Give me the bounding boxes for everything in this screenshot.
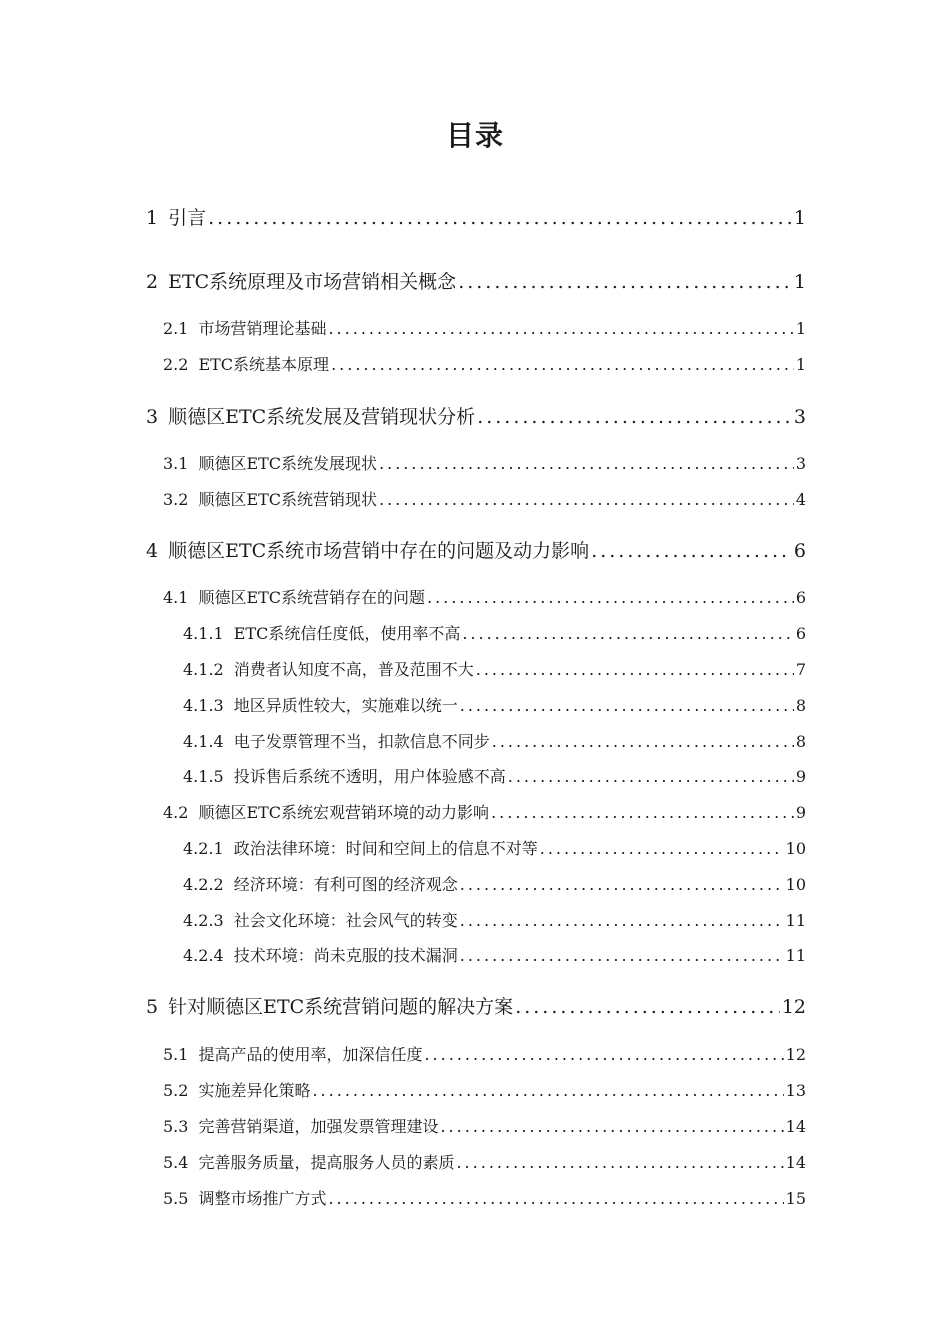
- toc-entry-number: 4.2: [163, 803, 189, 822]
- toc-entry-page-number: 9: [795, 767, 806, 786]
- toc-entry-number: 4.1.5: [183, 767, 224, 786]
- dot-leader: [508, 767, 794, 786]
- toc-entry[interactable]: [146, 267, 806, 294]
- toc-entry-page-number: 7: [795, 660, 806, 679]
- toc-entry-page-number: 1: [793, 207, 806, 229]
- toc-entry-number: 4.1.4: [183, 732, 224, 751]
- dot-leader: [460, 911, 784, 930]
- toc-entry-number: 3: [146, 406, 159, 428]
- toc-entry-page-number: 1: [795, 355, 806, 374]
- dot-leader: [458, 271, 792, 293]
- toc-entry-page-number: 6: [793, 540, 806, 562]
- dot-leader: [460, 696, 794, 715]
- page-title: 目录: [445, 119, 504, 152]
- toc-entry[interactable]: [146, 536, 806, 563]
- toc-entry-number: 5.4: [163, 1153, 189, 1172]
- dot-leader: [492, 732, 794, 751]
- toc-entry-number: 4.2.2: [183, 875, 224, 894]
- toc-entry-page-number: 3: [795, 454, 806, 473]
- toc-entry-page-number: 8: [795, 696, 806, 715]
- toc-entry[interactable]: [163, 1042, 806, 1065]
- toc-entry[interactable]: [183, 657, 806, 680]
- toc-entry-page-number: 3: [793, 406, 806, 428]
- dot-leader: [491, 803, 794, 822]
- toc-entry-page-number: 6: [795, 624, 806, 643]
- dot-leader: [440, 1117, 783, 1136]
- dot-leader: [515, 996, 780, 1018]
- toc-entry[interactable]: [163, 451, 806, 474]
- dot-leader: [460, 875, 784, 894]
- toc-entry-page-number: 11: [785, 911, 806, 930]
- toc-entry-label: ETC系统原理及市场营销相关概念: [168, 271, 457, 293]
- dot-leader: [427, 588, 794, 607]
- toc-entry-label: 针对顺德区ETC系统营销问题的解决方案: [168, 996, 514, 1018]
- toc-entry-page-number: 11: [785, 946, 806, 965]
- toc-entry-number: 4.2.3: [183, 911, 224, 930]
- toc-entry-label: 完善服务质量，提高服务人员的素质: [198, 1153, 455, 1172]
- toc-entry-label: 投诉售后系统不透明，用户体验感不高: [233, 767, 506, 786]
- toc-entry-page-number: 12: [785, 1045, 806, 1064]
- toc-entry[interactable]: [183, 621, 806, 644]
- toc-entry-label: 地区异质性较大，实施难以统一: [233, 696, 458, 715]
- toc-entry-number: 5.1: [163, 1045, 189, 1064]
- toc-entry-page-number: 1: [793, 271, 806, 293]
- toc-entry[interactable]: [183, 943, 806, 966]
- toc-entry[interactable]: [163, 1186, 806, 1209]
- toc-entry-number: 1: [146, 207, 159, 229]
- toc-entry[interactable]: [163, 1114, 806, 1137]
- dot-leader: [328, 1189, 783, 1208]
- dot-leader: [540, 839, 784, 858]
- dot-leader: [379, 490, 794, 509]
- toc-entry[interactable]: [183, 872, 806, 895]
- toc-entry-label: 经济环境：有利可图的经济观念: [233, 875, 458, 894]
- toc-entry[interactable]: [183, 693, 806, 716]
- toc-entry-label: 完善营销渠道，加强发票管理建设: [198, 1117, 439, 1136]
- toc-entry-label: 顺德区ETC系统发展现状: [198, 454, 378, 473]
- dot-leader: [328, 319, 793, 338]
- toc-entry-label: 消费者认知度不高，普及范围不大: [233, 660, 474, 679]
- toc-entry-number: 4.1.1: [183, 624, 224, 643]
- toc-entry-number: 4.1.2: [183, 660, 224, 679]
- dot-leader: [312, 1081, 783, 1100]
- toc-entry-number: 4.1: [163, 588, 189, 607]
- dot-leader: [476, 660, 794, 679]
- toc-entry-label: 顺德区ETC系统宏观营销环境的动力影响: [198, 803, 490, 822]
- dot-leader: [379, 454, 794, 473]
- toc-entry[interactable]: [163, 585, 806, 608]
- toc-entry-page-number: 14: [785, 1153, 806, 1172]
- toc-entry-number: 4: [146, 540, 159, 562]
- toc-entry-label: 政治法律环境：时间和空间上的信息不对等: [233, 839, 538, 858]
- toc-entry[interactable]: [163, 800, 806, 823]
- toc-entry-page-number: 15: [785, 1189, 806, 1208]
- toc-entry-label: 引言: [168, 207, 207, 229]
- dot-leader: [456, 1153, 783, 1172]
- toc-entry-label: 社会文化环境：社会风气的转变: [233, 911, 458, 930]
- toc-entry-page-number: 13: [785, 1081, 806, 1100]
- toc-entry-number: 4.1.3: [183, 696, 224, 715]
- toc-entry-number: 5: [146, 996, 159, 1018]
- toc-entry-number: 2: [146, 271, 159, 293]
- dot-leader: [208, 207, 792, 229]
- toc-entry[interactable]: [183, 764, 806, 787]
- toc-entry[interactable]: [183, 908, 806, 931]
- toc-entry-label: 顺德区ETC系统营销存在的问题: [198, 588, 426, 607]
- toc-entry[interactable]: [163, 1078, 806, 1101]
- dot-leader: [477, 406, 792, 428]
- toc-entry-label: 提高产品的使用率，加深信任度: [198, 1045, 423, 1064]
- toc-entry-label: ETC系统信任度低，使用率不高: [233, 624, 461, 643]
- toc-entry[interactable]: [183, 836, 806, 859]
- toc-entry-label: 电子发票管理不当，扣款信息不同步: [233, 732, 490, 751]
- toc-entry-number: 5.5: [163, 1189, 189, 1208]
- toc-entry-label: 调整市场推广方式: [198, 1189, 327, 1208]
- toc-entry-number: 2.2: [163, 355, 189, 374]
- toc-entry-page-number: 8: [795, 732, 806, 751]
- toc-entry[interactable]: [146, 992, 806, 1019]
- toc-entry-number: 2.1: [163, 319, 189, 338]
- toc-entry-label: 实施差异化策略: [198, 1081, 311, 1100]
- toc-entry-page-number: 12: [781, 996, 806, 1018]
- toc-entry[interactable]: [163, 316, 806, 339]
- toc-entry-label: 顺德区ETC系统发展及营销现状分析: [168, 406, 476, 428]
- toc-entry-page-number: 14: [785, 1117, 806, 1136]
- toc-entry-number: 5.3: [163, 1117, 189, 1136]
- toc-entry-label: 顺德区ETC系统营销现状: [198, 490, 378, 509]
- toc-entry-page-number: 10: [785, 875, 806, 894]
- toc-entry-label: 技术环境：尚未克服的技术漏洞: [233, 946, 458, 965]
- toc-entry[interactable]: [146, 402, 806, 429]
- toc-entry-page-number: 10: [785, 839, 806, 858]
- toc-entry[interactable]: [163, 487, 806, 510]
- dot-leader: [424, 1045, 783, 1064]
- toc-entry[interactable]: [163, 352, 806, 375]
- toc-entry-page-number: 4: [795, 490, 806, 509]
- toc-entry-page-number: 9: [795, 803, 806, 822]
- dot-leader: [591, 540, 792, 562]
- dot-leader: [331, 355, 794, 374]
- toc-entry-number: 3.2: [163, 490, 189, 509]
- toc-entry-page-number: 1: [795, 319, 806, 338]
- toc-entry-label: ETC系统基本原理: [198, 355, 330, 374]
- toc-entry-page-number: 6: [795, 588, 806, 607]
- toc-entry-label: 顺德区ETC系统市场营销中存在的问题及动力影响: [168, 540, 590, 562]
- dot-leader: [462, 624, 793, 643]
- toc-entry-number: 4.2.4: [183, 946, 224, 965]
- toc-entry[interactable]: [183, 729, 806, 752]
- toc-entry[interactable]: [163, 1150, 806, 1173]
- toc-entry-number: 5.2: [163, 1081, 189, 1100]
- dot-leader: [460, 946, 784, 965]
- toc-entry-number: 4.2.1: [183, 839, 224, 858]
- toc-entry[interactable]: [146, 203, 806, 230]
- toc-entry-number: 3.1: [163, 454, 189, 473]
- toc-entry-label: 市场营销理论基础: [198, 319, 327, 338]
